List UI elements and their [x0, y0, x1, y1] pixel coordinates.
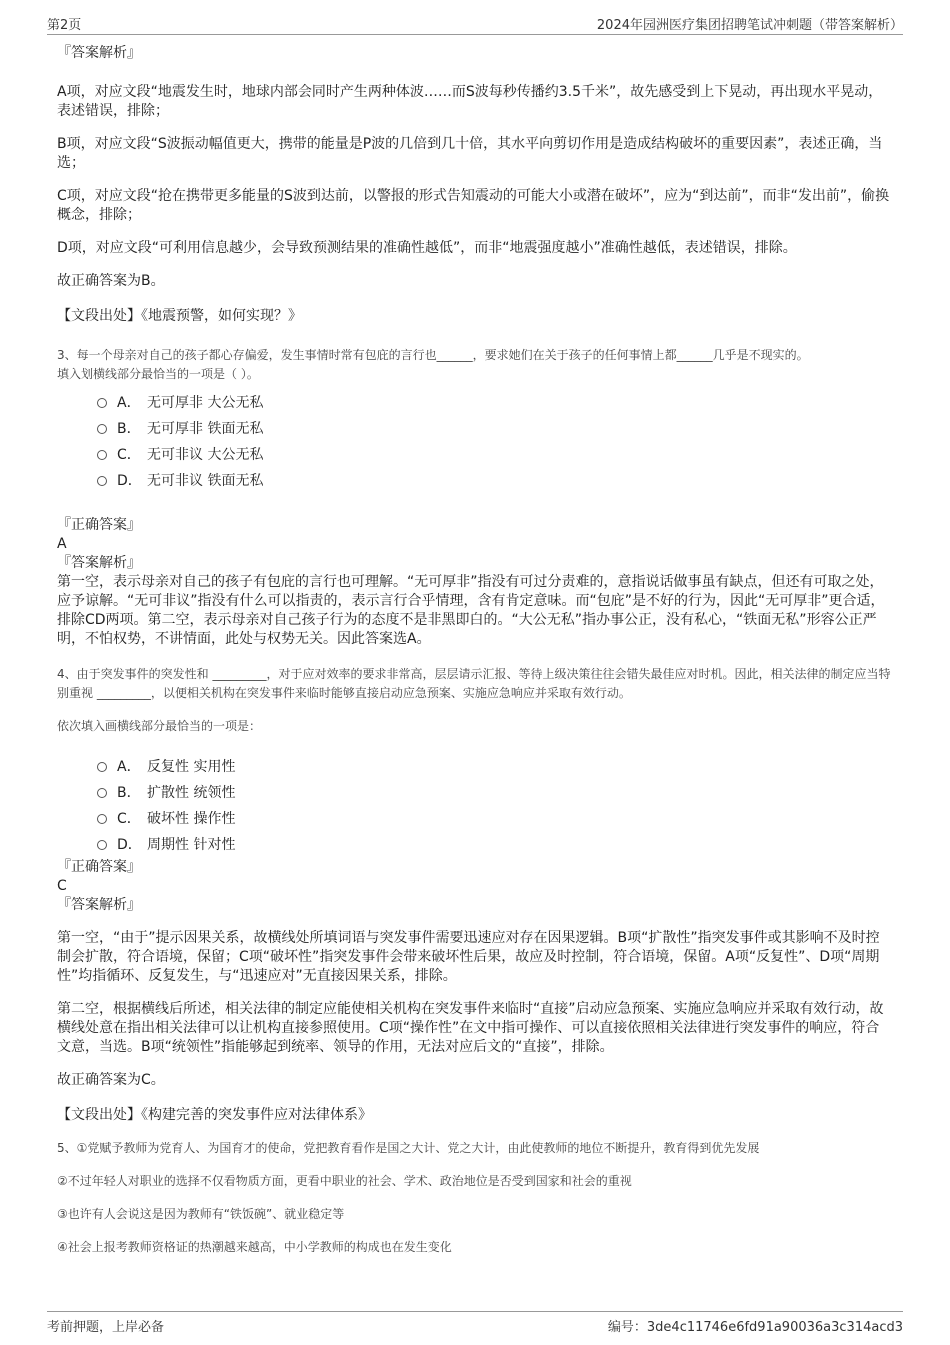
- q5-sentence-1: 5、①党赋予教师为党育人、为国育才的使命，党把教育看作是国之大计、党之大计，由此使教师的地位不断提升，教育得到优先发展: [57, 1141, 760, 1155]
- q3-answer: A: [57, 536, 67, 552]
- radio-icon[interactable]: [97, 814, 107, 824]
- radio-icon[interactable]: [97, 476, 107, 486]
- radio-icon[interactable]: [97, 424, 107, 434]
- q2-source: 【文段出处】《地震预警，如何实现？》: [57, 308, 302, 324]
- document-body: [57, 44, 893, 1257]
- q3-option-d[interactable]: D． 无可非议 铁面无私: [97, 468, 893, 494]
- radio-icon[interactable]: [97, 762, 107, 772]
- document-title: 2024年园洲医疗集团招聘笔试冲刺题（带答案解析）: [596, 18, 903, 33]
- q2-analysis-a: A项，对应文段“地震发生时，地球内部会同时产生两种体波……而S波每秒传播约3.5千米”，故先感受到上下晃动，再出现水平晃动，表述错误，排除；: [57, 84, 883, 119]
- q5-sentence-4: ④社会上报考教师资格证的热潮越来越高，中小学教师的构成也在发生变化: [57, 1240, 452, 1254]
- radio-icon[interactable]: [97, 788, 107, 798]
- q3-analysis-title: 『答案解析』: [57, 555, 141, 571]
- q3-option-c[interactable]: C． 无可非议 大公无私: [97, 442, 893, 468]
- document-serial: 编号：3de4c11746e6fd91a90036a3c314acd3: [607, 1320, 903, 1335]
- q4-analysis-title: 『答案解析』: [57, 897, 141, 913]
- q3-answer-title: 『正确答案』: [57, 517, 141, 533]
- page-footer: [47, 1311, 903, 1336]
- radio-icon[interactable]: [97, 840, 107, 850]
- q3-stem: 3、每一个母亲对自己的孩子都心存偏爱，发生事情时常有包庇的言行也______，要求她们在关于孩子的任何事情上都______几乎是不现实的。: [57, 348, 809, 362]
- page-header: [47, 14, 903, 35]
- q4-stem: 4、由于突发事件的突发性和 _________，对于应对效率的要求非常高，层层请示汇报、等待上级决策往往会错失最佳应对时机。因此，相关法律的制定应当特别重视 _________，以便相关机构在突发事件来临时能够直接启动应急预案、实施应急响应并采取有效行动。: [57, 667, 891, 700]
- q5-sentence-2: ②不过年轻人对职业的选择不仅看物质方面，更看中职业的社会、学术、政治地位是否受到国家和社会的重视: [57, 1174, 632, 1188]
- page-number: 第2页: [47, 18, 82, 33]
- q3-options: [57, 390, 893, 494]
- q4-options: [57, 754, 893, 858]
- q2-analysis-b: B项，对应文段“S波振动幅值更大，携带的能量是P波的几倍到几十倍，其水平向剪切作用是造成结构破坏的重要因素”，表述正确，当选；: [57, 136, 883, 171]
- q4-option-a[interactable]: A． 反复性 实用性: [97, 754, 893, 780]
- q4-source: 【文段出处】《构建完善的突发事件应对法律体系》: [57, 1107, 372, 1123]
- q4-conclusion: 故正确答案为C。: [57, 1072, 165, 1088]
- q2-analysis-c: C项，对应文段“抢在携带更多能量的S波到达前，以警报的形式告知震动的可能大小或潜在破坏”，应为“到达前”，而非“发出前”，偷换概念，排除；: [57, 188, 890, 223]
- q4-analysis-p2: 第二空，根据横线后所述，相关法律的制定应能使相关机构在突发事件来临时“直接”启动应急预案、实施应急响应并采取有效行动，故横线处意在指出相关法律可以让机构直接参照使用。C项“操作性”在文中指可操作、可以直接依照相关法律进行突发事件的响应，符合文意，当选。B项“统领性”指能够起到统率、领导的作用，无法对应后文的“直接”，排除。: [57, 1001, 884, 1055]
- q3-option-b[interactable]: B． 无可厚非 铁面无私: [97, 416, 893, 442]
- q4-answer: C: [57, 878, 67, 894]
- q4-option-c[interactable]: C． 破坏性 操作性: [97, 806, 893, 832]
- q3-option-a[interactable]: A． 无可厚非 大公无私: [97, 390, 893, 416]
- footer-slogan: 考前押题，上岸必备: [47, 1320, 165, 1335]
- q3-prompt: 填入划横线部分最恰当的一项是（ ）。: [57, 367, 259, 381]
- radio-icon[interactable]: [97, 398, 107, 408]
- q2-analysis-title: 『答案解析』: [57, 45, 141, 61]
- q4-option-d[interactable]: D． 周期性 针对性: [97, 832, 893, 858]
- q2-conclusion: 故正确答案为B。: [57, 273, 165, 289]
- q4-analysis-p1: 第一空，“由于”提示因果关系，故横线处所填词语与突发事件需要迅速应对存在因果逻辑。B项“扩散性”指突发事件或其影响不及时控制会扩散，符合语境，保留；C项“破坏性”指突发事件会带来破坏性后果，故应及时控制，符合语境，保留。A项“反复性”、D项“周期性”均指循环、反复发生，与“迅速应对”无直接因果关系，排除。: [57, 930, 880, 984]
- q2-analysis-d: D项，对应文段“可利用信息越少，会导致预测结果的准确性越低”，而非“地震强度越小”准确性越低，表述错误，排除。: [57, 240, 797, 256]
- q4-answer-title: 『正确答案』: [57, 859, 141, 875]
- q3-analysis: 第一空，表示母亲对自己的孩子有包庇的言行也可理解。“无可厚非”指没有可过分责难的，意指说话做事虽有缺点，但还有可取之处，应予谅解。“无可非议”指没有什么可以指责的，表示言行合乎情理，含有肯定意味。而“包庇”是不好的行为，因此“无可厚非”更合适，排除CD两项。第二空，表示母亲对自己孩子行为的态度不是非黑即白的。“大公无私”指办事公正，没有私心，“铁面无私”形容公正严明，不怕权势，不讲情面，此处与权势无关。因此答案选A。: [57, 574, 885, 647]
- q4-option-b[interactable]: B． 扩散性 统领性: [97, 780, 893, 806]
- radio-icon[interactable]: [97, 450, 107, 460]
- q5-sentence-3: ③也许有人会说这是因为教师有“铁饭碗”、就业稳定等: [57, 1207, 345, 1221]
- q4-prompt: 依次填入画横线部分最恰当的一项是：: [57, 719, 262, 733]
